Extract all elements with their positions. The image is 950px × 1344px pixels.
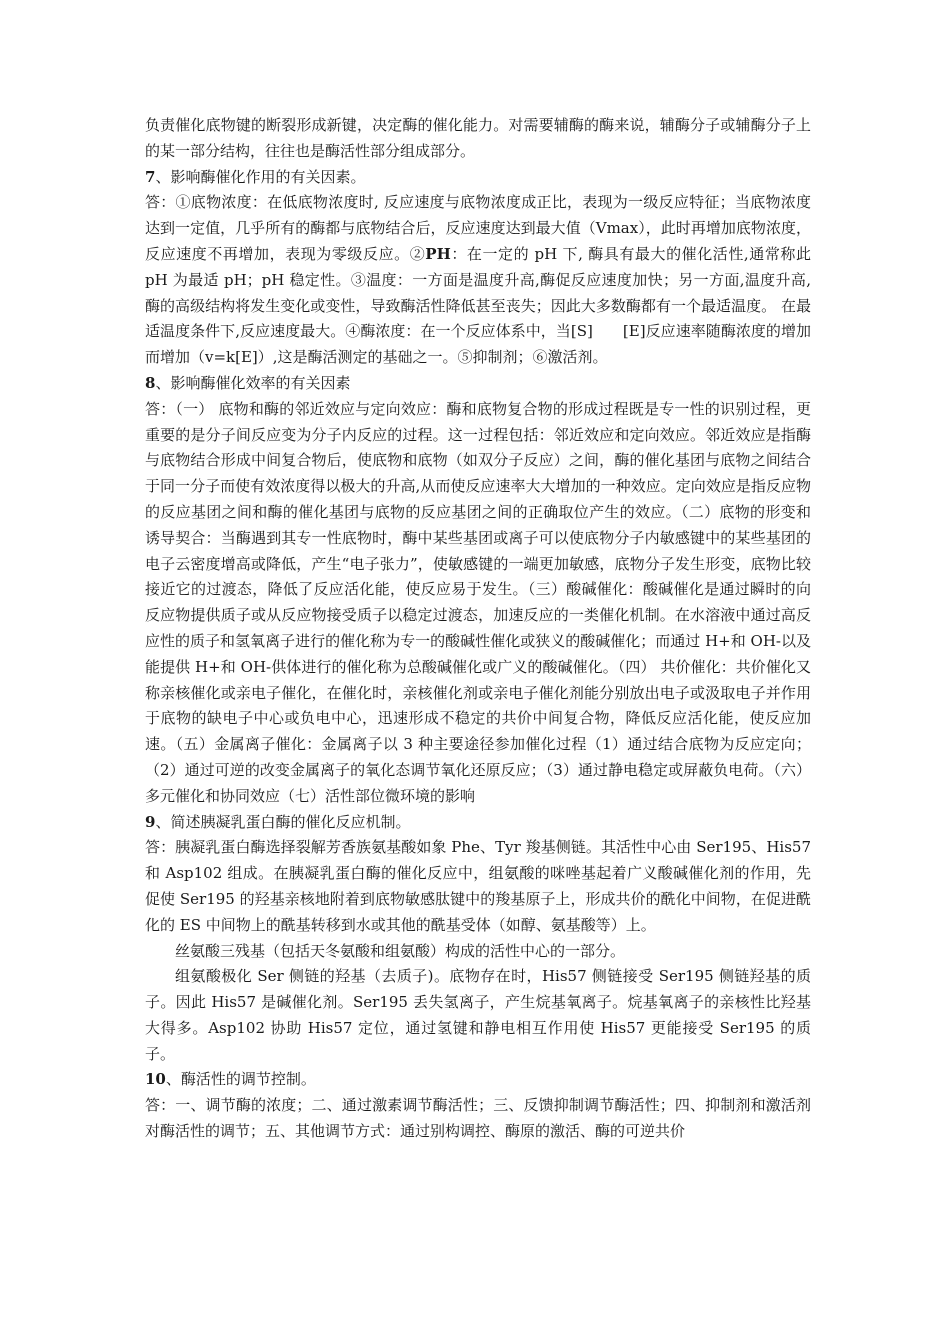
question-10-title: 、酶活性的调节控制。 — [165, 1070, 316, 1089]
question-8-answer: 答：（一） 底物和酶的邻近效应与定向效应：酶和底物复合物的形成过程既是专一性的识别过程，更重要的是分子间反应变为分子内反应的过程。这一过程包括：邻近效应和定向效应。邻近效应是指酶与底物结合形成中间复合物后，使底物和底物（如双分子反应）之间，酶的催化基团与底物之间结合于同一分子而使有效浓度得以极大的升高,从而使反应速率大大增加的一种效应。定向效应是指反应物的反应基团之间和酶的催化基团与底物的反应基团之间的正确取位产生的效应。（二）底物的形变和诱导契合：当酶遇到其专一性底物时，酶中某些基团或离子可以使底物分子内敏感键中的某些基团的电子云密度增高或降低，产生“电子张力”，使敏感键的一端更加敏感，底物分子发生形变，底物比较接近它的过渡态，降低了反应活化能，使反应易于发生。（三）酸碱催化：酸碱催化是通过瞬时的向反应物提供质子或从反应物接受质子以稳定过渡态，加速反应的一类催化机制。在水溶液中通过高反应性的质子和氢氧离子进行的催化称为专一的酸碱性催化或狭义的酸碱催化；而通过 H+和 OH-以及能提供 H+和 OH-供体进行的催化称为总酸碱催化或广义的酸碱催化。（四） 共价催化：共价催化又称亲核催化或亲电子催化，在催化时，亲核催化剂或亲电子催化剂能分别放出电子或汲取电子并作用于底物的缺电子中心或负电中心，迅速形成不稳定的共价中间复合物，降低反应活化能，使反应加速。（五）金属离子催化：金属离子以 3 种主要途径参加催化过程（1）通过结合底物为反应定向；（2）通过可逆的改变金属离子的氧化态调节氧化还原反应；（3）通过静电稳定或屏蔽负电荷。（六）多元催化和协同效应（七）活性部位微环境的影响 — [145, 399, 811, 805]
intro-paragraph: 负责催化底物键的断裂形成新键，决定酶的催化能力。对需要辅酶的酶来说，辅酶分子或辅酶分子上的某一部分结构，往往也是酶活性部分组成部分。 — [145, 116, 811, 160]
question-7-title: 、影响酶催化作用的有关因素。 — [155, 167, 366, 186]
question-9-number: 9 — [145, 812, 156, 831]
question-8-title: 、影响酶催化效率的有关因素 — [155, 373, 351, 392]
question-7-answer — [145, 190, 811, 371]
question-7-answer-part-a: 答：①底物浓度：在低底物浓度时, 反应速度与底物浓度成正比，表现为一级反应特征；当底物浓度达到一定值，几乎所有的酶都与底物结合后，反应速度达到最大值（Vmax），此时再增加底物浓度，反应速度不再增加，表现为零级反应。② — [145, 193, 811, 263]
ph-label: PH — [425, 244, 451, 263]
question-7-number: 7 — [145, 167, 156, 186]
question-9-title: 、简述胰凝乳蛋白酶的催化反应机制。 — [155, 812, 411, 831]
question-9-answer: 答：胰凝乳蛋白酶选择裂解芳香族氨基酸如象 Phe、Tyr 羧基侧链。其活性中心由 Ser195、His57 和 Asp102 组成。在胰凝乳蛋白酶的催化反应中，组氨酸的咪唑基起着广义酸碱催化剂的作用，先促使 Ser195 的羟基亲核地附着到底物敏感肽键中的羧基原子上，形成共价的酰化中间物，在促进酰化的 ES 中间物上的酰基转移到水或其他的酰基受体（如醇、氨基酸等）上。 — [145, 838, 811, 934]
question-9-heading — [145, 810, 811, 836]
question-10-number: 10 — [145, 1070, 166, 1089]
document-page — [145, 113, 811, 1145]
question-7-answer-part-b: ：在一定的 pH 下, 酶具有最大的催化活性,通常称此 pH 为最适 pH；pH 稳定性。③温度：一方面是温度升高,酶促反应速度加快；另一方面,温度升高,酶的高级结构将发生变化或变性，导致酶活性降低甚至丧失；因此大多数酶都有一个最适温度。 在最适温度条件下,反应速度最大。④酶浓度：在一个反应体系中，当[S] [E]反应速率随酶浓度的增加而增加（v=k[E]）,这是酶活测定的基础之一。⑤抑制剂；⑥激活剂。 — [145, 244, 811, 367]
question-10-heading — [145, 1067, 811, 1093]
question-8-number: 8 — [145, 373, 156, 392]
question-9-paragraph-2: 丝氨酸三残基（包括天冬氨酸和组氨酸）构成的活性中心的一部分。 — [175, 941, 626, 960]
question-10-answer: 答：一、调节酶的浓度；二、通过激素调节酶活性；三、反馈抑制调节酶活性；四、抑制剂和激活剂对酶活性的调节；五、其他调节方式：通过别构调控、酶原的激活、酶的可逆共价 — [145, 1096, 811, 1141]
question-8-heading — [145, 371, 811, 397]
question-9-paragraph-3: 组氨酸极化 Ser 侧链的羟基（去质子)。底物存在时，His57 侧链接受 Ser195 侧链羟基的质子。因此 His57 是碱催化剂。Ser195 丢失氢离子，产生烷基氧离子。烷基氧离子的亲核性比羟基大得多。Asp102 协助 His57 定位，通过氢键和静电相互作用使 His57 更能接受 Ser195 的质子。 — [145, 967, 811, 1063]
question-7-heading — [145, 165, 811, 191]
